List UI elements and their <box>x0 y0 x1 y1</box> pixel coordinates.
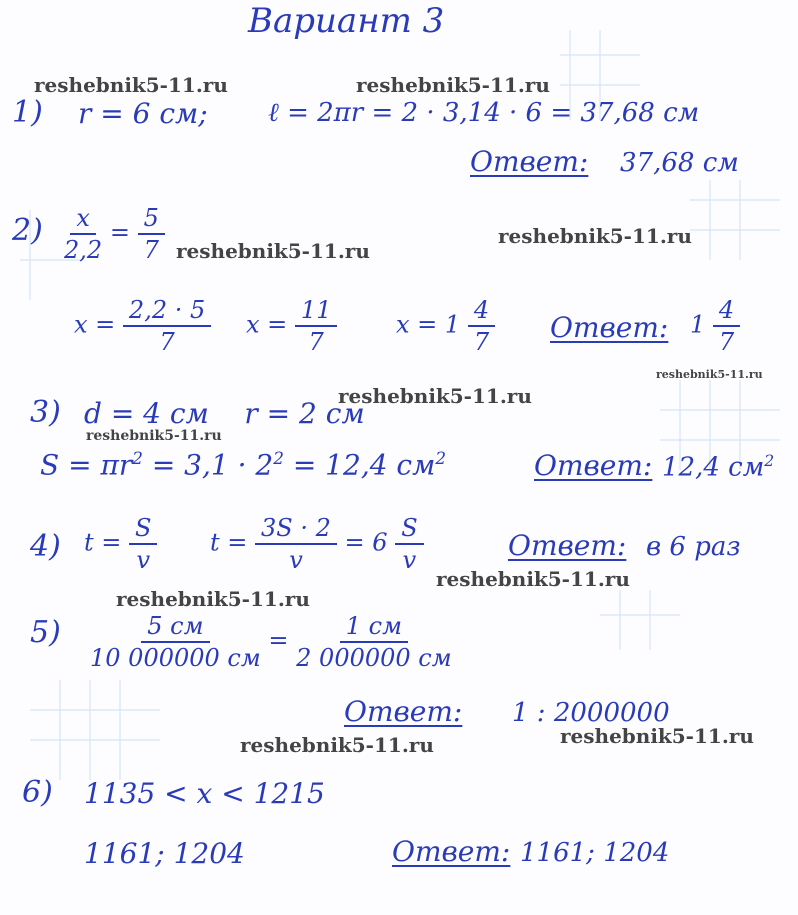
answer-label: Ответ: <box>470 145 589 178</box>
answer-label: Ответ: <box>508 529 627 562</box>
problem-1-calculation: ℓ = 2πr = 2 · 3,14 · 6 = 37,68 см <box>268 98 700 128</box>
watermark: reshebnik5-11.ru <box>176 239 370 263</box>
fraction-denominator: 7 <box>473 328 490 356</box>
answer-label: Ответ: <box>550 311 669 344</box>
problem-3-given: d = 4 см r = 2 см <box>84 397 365 430</box>
problem-2-step-3: x = 1 $\frac{4}{7}$ <box>396 298 495 354</box>
fraction-denominator: 7 <box>718 328 735 356</box>
problem-1-answer: 37,68 см <box>620 148 739 178</box>
problem-number: 5) <box>30 615 61 650</box>
problem-6-answer: 1161; 1204 <box>520 838 670 868</box>
answer-label: Ответ: <box>534 449 653 482</box>
watermark: reshebnik5-11.ru <box>240 733 434 757</box>
watermark: reshebnik5-11.ru <box>86 428 222 444</box>
fraction-denominator: 2 000000 см <box>296 644 452 672</box>
problem-4-calculation: t = $\frac{3S \cdot 2}{v}$ = 6 $\frac{S}{v}$ <box>210 516 424 572</box>
fraction-numerator: x <box>70 206 96 235</box>
problem-number: 2) <box>12 213 43 248</box>
equals-sign: = <box>109 218 130 247</box>
problem-4-answer: в 6 раз <box>646 532 741 562</box>
fraction-denominator: v <box>289 546 303 574</box>
problem-2-step-2: x = $\frac{11}{7}$ <box>246 298 337 354</box>
fraction-denominator: 10 000000 см <box>90 644 261 672</box>
fraction-denominator: 7 <box>143 236 159 264</box>
page-title: Вариант 3 <box>248 1 445 41</box>
watermark: reshebnik5-11.ru <box>356 73 550 97</box>
fraction-numerator: 1 см <box>340 614 408 643</box>
fraction-numerator: 5 см <box>141 614 209 643</box>
problem-2-proportion <box>64 206 165 262</box>
problem-3-calculation: $S = \pi r^2 = 3,1 \cdot 2^2 = 12,4$ $см^2$ <box>40 448 447 482</box>
problem-5-ratio <box>90 614 452 670</box>
fraction-numerator: 11 <box>295 298 338 327</box>
problem-5-answer: 1 : 2000000 <box>512 698 670 728</box>
watermark: reshebnik5-11.ru <box>498 224 692 248</box>
fraction-numerator: 3S · 2 <box>255 516 337 545</box>
fraction-numerator: 4 <box>468 298 495 327</box>
equals-sign: = <box>268 626 289 655</box>
fraction-numerator: S <box>395 516 423 545</box>
fraction-numerator: S <box>129 516 157 545</box>
fraction-numerator: 4 <box>713 298 740 327</box>
watermark: reshebnik5-11.ru <box>656 368 763 381</box>
fraction-denominator: 7 <box>159 328 175 356</box>
watermark: reshebnik5-11.ru <box>34 73 228 97</box>
fraction-denominator: 2,2 <box>64 236 103 264</box>
problem-number: 1) <box>12 95 43 130</box>
problem-6-inequality: 1135 < x < 1215 <box>84 777 325 810</box>
fraction-numerator: 2,2 · 5 <box>123 298 211 327</box>
fraction-numerator: 5 <box>138 206 165 235</box>
watermark: reshebnik5-11.ru <box>560 724 754 748</box>
fraction-denominator: 7 <box>308 328 324 356</box>
watermark: reshebnik5-11.ru <box>436 567 630 591</box>
problem-3-answer: 12,4 $см^2$ <box>662 452 775 483</box>
problem-6-values: 1161; 1204 <box>84 837 245 870</box>
fraction-denominator: v <box>136 546 151 574</box>
answer-label: Ответ: <box>392 835 511 868</box>
problem-number: 3) <box>30 395 61 430</box>
watermark: reshebnik5-11.ru <box>338 384 532 408</box>
problem-number: 6) <box>22 775 53 810</box>
problem-number: 4) <box>30 529 61 564</box>
problem-1-given: r = 6 см; <box>78 97 208 130</box>
problem-2-answer: 1 $\frac{4}{7}$ <box>690 298 740 354</box>
fraction-denominator: v <box>402 546 417 574</box>
answer-label: Ответ: <box>344 695 463 728</box>
problem-4-formula: t = $\frac{S}{v}$ <box>84 516 157 572</box>
problem-2-step-1: x = $\frac{2,2 \cdot 5}{7}$ <box>74 298 211 354</box>
watermark: reshebnik5-11.ru <box>116 587 310 611</box>
